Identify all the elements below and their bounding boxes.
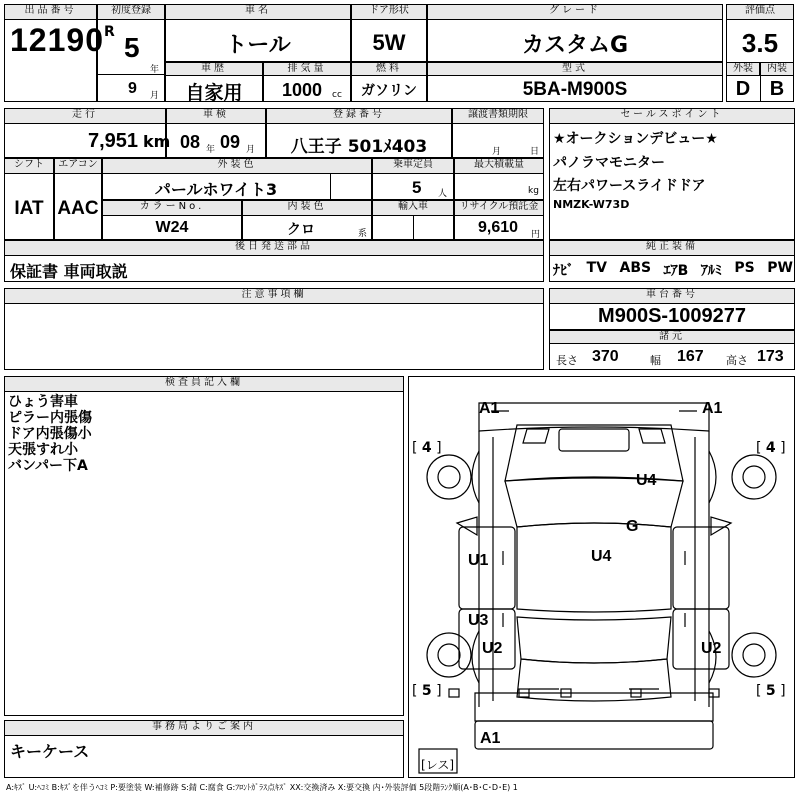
rear-window bbox=[517, 617, 671, 663]
sales-point-3: 左右パワースライドドア bbox=[553, 178, 706, 194]
interior-header: 内装 bbox=[760, 62, 794, 76]
aircon-header: エアコン bbox=[54, 158, 102, 174]
roof-outline bbox=[517, 523, 671, 612]
capacity-header: 乗車定員 bbox=[372, 158, 454, 174]
first-reg-year: 5 bbox=[124, 32, 140, 63]
grade: カスタムG bbox=[521, 33, 629, 58]
right-front-door bbox=[673, 527, 729, 609]
chassis-no: M900S-1009277 bbox=[598, 305, 746, 327]
inspector-note: ドア内張傷小 bbox=[8, 426, 92, 442]
reg-no: 八王子 501ﾒ403 bbox=[290, 137, 428, 157]
int-color: クロ bbox=[287, 222, 315, 238]
spare-value: レス bbox=[425, 758, 450, 772]
grille bbox=[559, 429, 629, 451]
chassis-header: 車台番号 bbox=[549, 288, 795, 304]
recycle-unit: 円 bbox=[531, 230, 541, 240]
inspector-header: 検査員記入欄 bbox=[4, 376, 404, 392]
aircon: AAC bbox=[57, 198, 99, 219]
door-type: 5W bbox=[372, 30, 406, 55]
equip-alloy: ｱﾙﾐ bbox=[700, 263, 722, 279]
mirror-right bbox=[711, 517, 731, 535]
inspection-year-unit: 年 bbox=[206, 145, 216, 155]
fuel: ガソリン bbox=[361, 83, 417, 99]
equip-pw: PW bbox=[767, 260, 793, 276]
lot-no: 12190 bbox=[10, 22, 104, 58]
era-mark: R bbox=[104, 24, 115, 40]
first-reg-header: 初度登録 bbox=[97, 4, 165, 20]
tire-front-left bbox=[427, 455, 471, 499]
model-header: 型式 bbox=[427, 62, 723, 76]
mark-windshield: G bbox=[626, 518, 639, 535]
max-load-unit: kg bbox=[528, 186, 539, 196]
mileage: 7,951 bbox=[88, 130, 139, 152]
mark-bonnet: U4 bbox=[636, 472, 657, 489]
tire-label-fl: [ 4 ] bbox=[412, 440, 442, 456]
std-equipment-header: 純正装備 bbox=[549, 240, 795, 256]
mark-fender-rear-right: U2 bbox=[701, 640, 722, 657]
fuel-header: 燃料 bbox=[351, 62, 427, 76]
equip-ps: PS bbox=[734, 260, 755, 276]
length-value: 370 bbox=[592, 348, 619, 365]
sales-point-2: パノラマモニター bbox=[553, 155, 665, 171]
tire-front-right bbox=[732, 455, 776, 499]
int-color-unit: 系 bbox=[358, 229, 368, 239]
tire-front-right-hub bbox=[743, 466, 765, 488]
notes-header: 注意事項欄 bbox=[4, 288, 544, 304]
month-unit: 月 bbox=[150, 91, 160, 101]
equip-abs: ABS bbox=[619, 260, 652, 276]
height-value: 173 bbox=[757, 348, 784, 365]
displacement: 1000 bbox=[282, 80, 323, 100]
headlamp-left bbox=[523, 429, 549, 443]
tire-rr-value: 5 bbox=[765, 683, 776, 699]
mirror-left bbox=[457, 517, 477, 535]
shift: IAT bbox=[14, 198, 44, 219]
history: 自家用 bbox=[185, 82, 243, 104]
tire-rear-right-hub bbox=[743, 644, 765, 666]
inspection-year: 08 bbox=[180, 132, 201, 152]
transfer-day-unit: 日 bbox=[530, 147, 540, 157]
legend: A:ｷｽﾞ U:ﾍｺﾐ B:ｷｽﾞを伴うﾍｺﾐ P:要塗装 W:補修跡 S:錆 C:腐食 G:ﾌﾛﾝﾄｶﾞﾗｽ点ｷｽﾞ XX:交換済み X:要交換 内･外装評価 5段階ﾗﾝｸ順(A･B･C･D･E) 1 bbox=[6, 783, 518, 792]
grade-header: グレード bbox=[427, 4, 723, 20]
office-header: 事務局よりご案内 bbox=[4, 720, 404, 736]
score: 3.5 bbox=[741, 28, 779, 58]
sales-point-1: ★オークションデビュー★ bbox=[553, 131, 718, 147]
tire-rear-left bbox=[427, 633, 471, 677]
mark-door-rear-left: U3 bbox=[468, 612, 489, 629]
height-label: 高さ bbox=[726, 354, 748, 367]
length-label: 長さ bbox=[556, 354, 578, 367]
mark-door-front-left: U1 bbox=[468, 552, 489, 569]
shift-header: シフト bbox=[4, 158, 54, 174]
history-header: 車歴 bbox=[165, 62, 263, 76]
spare-label: [レス] bbox=[421, 758, 455, 772]
front-bumper bbox=[479, 403, 709, 431]
import-header: 輸入車 bbox=[372, 200, 454, 216]
tire-rear-right bbox=[732, 633, 776, 677]
mark-roof: U4 bbox=[591, 548, 612, 565]
mark-a1-front-left: A1 bbox=[479, 400, 500, 417]
dims-header: 諸元 bbox=[549, 330, 795, 344]
model: 5BA-M900S bbox=[522, 79, 628, 100]
interior-grade: B bbox=[769, 78, 785, 100]
arch-fl bbox=[472, 451, 479, 503]
door-type-header: ドア形状 bbox=[351, 4, 427, 20]
max-load-header: 最大積載量 bbox=[454, 158, 544, 174]
car-name-header: 車名 bbox=[165, 4, 351, 20]
inspector-note: ひょう害車 bbox=[8, 394, 78, 410]
car-name: トール bbox=[225, 33, 291, 58]
equip-airbag: ｴｱB bbox=[663, 263, 689, 279]
exterior-header: 外装 bbox=[726, 62, 760, 76]
recycle-header: リサイクル預託金 bbox=[454, 200, 544, 216]
exterior-grade: D bbox=[735, 78, 751, 100]
int-color-header: 内装色 bbox=[242, 200, 372, 216]
year-unit: 年 bbox=[150, 65, 160, 75]
sales-point-4: NMZK-W73D bbox=[553, 198, 630, 211]
inspection-month-unit: 月 bbox=[246, 145, 256, 155]
inspector-note: 天張すれ小 bbox=[8, 442, 78, 458]
equip-navi: ﾅﾋﾞ bbox=[553, 263, 574, 279]
rear-bumper-outline bbox=[475, 693, 713, 721]
transfer-month-unit: 月 bbox=[492, 147, 502, 157]
tire-rear-left-hub bbox=[438, 644, 460, 666]
lot-no-header: 出品番号 bbox=[4, 4, 97, 20]
headlamp-right bbox=[639, 429, 665, 443]
recycle: 9,610 bbox=[478, 219, 519, 236]
color-no: W24 bbox=[155, 219, 189, 236]
width-value: 167 bbox=[677, 348, 704, 365]
transfer-doc-header: 譲渡書類期限 bbox=[452, 108, 544, 124]
inspector-notes bbox=[8, 394, 92, 474]
later-parts: 保証書 車両取説 bbox=[10, 262, 128, 281]
inspector-note: バンパー下A bbox=[8, 458, 88, 474]
arch-rl bbox=[472, 631, 479, 683]
mark-rear-bumper: A1 bbox=[480, 730, 501, 747]
tire-label-fr: [ 4 ] bbox=[756, 440, 786, 456]
inspection-header: 車検 bbox=[166, 108, 266, 124]
rear-bottom-section bbox=[475, 721, 713, 749]
car-diagram bbox=[409, 377, 794, 777]
rear-hatch bbox=[517, 659, 671, 701]
inspection-month: 09 bbox=[220, 132, 241, 152]
mark-fender-rear-left: U2 bbox=[482, 640, 503, 657]
tire-fl-value: 4 bbox=[421, 440, 432, 456]
inspector-note: ピラー内張傷 bbox=[8, 410, 92, 426]
mileage-header: 走行 bbox=[4, 108, 166, 124]
mark-a1-front-right: A1 bbox=[702, 400, 723, 417]
capacity-unit: 人 bbox=[438, 189, 448, 199]
first-reg-divider bbox=[97, 74, 165, 75]
right-rear-door bbox=[673, 609, 729, 669]
tire-label-rl: [ 5 ] bbox=[412, 683, 442, 699]
ext-color-divider bbox=[330, 174, 331, 200]
score-header: 評価点 bbox=[726, 4, 794, 20]
ext-color: パールホワイト3 bbox=[154, 180, 278, 199]
tire-front-left-hub bbox=[438, 466, 460, 488]
body-left bbox=[479, 431, 709, 707]
width-label: 幅 bbox=[650, 354, 661, 367]
reg-no-header: 登録番号 bbox=[266, 108, 452, 124]
color-no-header: カラーNo. bbox=[102, 200, 242, 216]
displacement-header: 排気量 bbox=[263, 62, 351, 76]
mileage-unit: km bbox=[143, 132, 171, 151]
later-parts-header: 後日発送部品 bbox=[4, 240, 544, 256]
sales-point-header: セールスポイント bbox=[549, 108, 795, 124]
ext-color-header: 外装色 bbox=[102, 158, 372, 174]
displacement-unit: cc bbox=[332, 90, 342, 100]
tire-fr-value: 4 bbox=[765, 440, 776, 456]
tire-rl-value: 5 bbox=[421, 683, 432, 699]
arch-fr bbox=[709, 451, 716, 503]
std-equipment-list bbox=[553, 260, 793, 280]
tire-label-rr: [ 5 ] bbox=[756, 683, 786, 699]
first-reg-month: 9 bbox=[128, 80, 137, 97]
office-note: キーケース bbox=[10, 742, 90, 761]
import-divider bbox=[413, 216, 414, 240]
capacity: 5 bbox=[412, 178, 422, 197]
equip-tv: TV bbox=[586, 260, 607, 276]
marker-1 bbox=[449, 689, 459, 697]
